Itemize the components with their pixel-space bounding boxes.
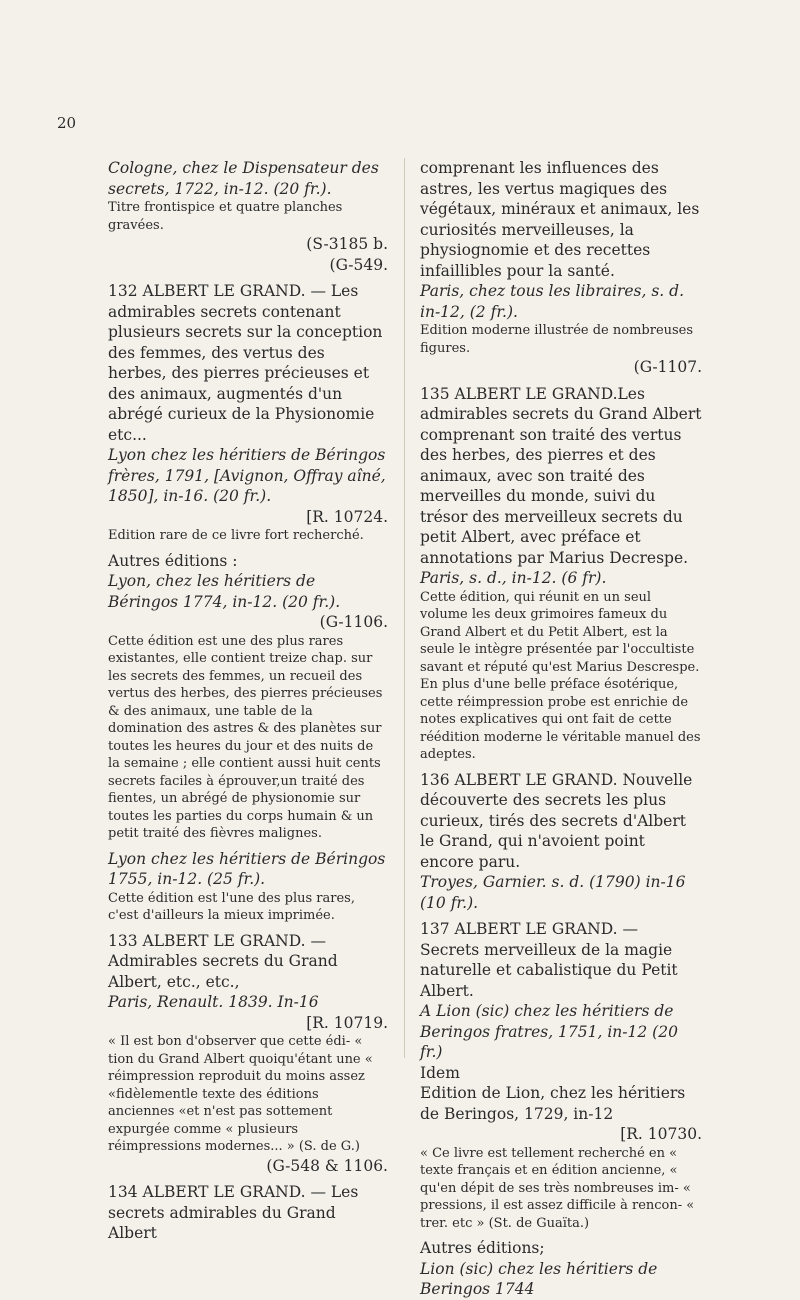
entry-132-note: Edition rare de ce livre fort recherché. xyxy=(108,528,364,543)
entry-132-edition-1774: Lyon, chez les héritiers de Béringos 1774, in-12. (20 fr.). xyxy=(108,572,341,611)
entry-132-other-editions: Autres éditions : xyxy=(108,551,238,570)
entry-137-edition-1744: Lion (sic) chez les héritiers de Beringos 1744 xyxy=(420,1259,658,1298)
entry-137-quote: « Ce livre est tellement recherché en « texte français et en édition ancienne, « qu'en dépit de ses très nombreuses im- « pressions, il est assez difficile à rencon- « trer. etc » (St. de Guaïta.) xyxy=(420,1145,695,1231)
entry-132-ref-1774: (G-1106. xyxy=(319,613,388,631)
entry-136-title: 136 ALBERT LE GRAND. Nouvelle découverte des secrets les plus curieux, tirés des secrets d'Albert le Grand, qui n'avoient point encore paru. xyxy=(420,770,693,871)
entry-132-edition-1755: Lyon chez les héritiers de Béringos 1755, in-12. (25 fr.). xyxy=(108,849,386,888)
entry-137-title: 137 ALBERT LE GRAND. — Secrets merveilleux de la magie naturelle et cabalistique du Petit Albert. xyxy=(420,920,678,1000)
entry-135-note: Cette édition, qui réunit en un seul volume les deux grimoires fameux du Grand Albert et du Petit Albert, est la seule le intègre présentée par l'occultiste savant et réputé qu'est Marius Descrespe. En plus d'une belle préface ésotérique, cette réimpression probe est enrichie de notes explicatives qui ont fait de cette réédition moderne le véritable manuel des adeptes. xyxy=(420,589,701,762)
entry-133-ref-g: (G-548 & 1106. xyxy=(266,1156,388,1175)
entry-131-ref-s: (S-3185 b. xyxy=(306,235,388,253)
entry-131-ref-g: (G-549. xyxy=(329,255,388,274)
page-number: 20 xyxy=(57,114,77,132)
entry-135-title: 135 ALBERT LE GRAND.Les admirables secrets du Grand Albert comprenant son traité des vertus des herbes, des pierres et des animaux, avec son traité des merveilles du monde, suivi du trésor des merveilleux secrets du petit Albert, avec préface et annotations par Marius Decrespe. xyxy=(420,384,702,567)
entry-133-ref: [R. 10719. xyxy=(306,1013,388,1032)
entry-134-continued: comprenant les influences des astres, les vertus magiques des végétaux, minéraux et animaux, les curiosités merveilleuses, la physiognomie et des recettes infaillibles pour la santé. xyxy=(420,159,700,280)
left-column xyxy=(108,158,388,1244)
entry-132-note-1755: Cette édition est l'une des plus rares, c'est d'ailleurs la mieux imprimée. xyxy=(108,890,355,923)
entry-137-edition: Edition de Lion, chez les héritiers de Beringos, 1729, in-12 xyxy=(420,1084,686,1123)
entry-132-imprint: Lyon chez les héritiers de Béringos frères, 1791, [Avignon, Offray aîné, 1850], in-16. (20 fr.). xyxy=(108,446,386,505)
entry-133-quote: « Il est bon d'observer que cette édi- « tion du Grand Albert quoiqu'étant une « réimpression reproduit du moins assez «fidèlementle texte des éditions anciennes «et n'est pas sottement expurgée comme « plusieurs réimpressions modernes... » (S. de G.) xyxy=(108,1034,373,1154)
entry-134-imprint: Paris, chez tous les libraires, s. d. in-12, (2 fr.). xyxy=(420,282,685,321)
entry-132-title: 132 ALBERT LE GRAND. — Les admirables secrets contenant plusieurs secrets sur la conception des femmes, des vertus des herbes, des pierres précieuses et des animaux, augmentés d'un abrégé curieux de la Physionomie etc... xyxy=(108,282,383,444)
entry-132-note-1774: Cette édition est une des plus rares existantes, elle contient treize chap. sur les secrets des femmes, un recueil des vertus des herbes, des pierres précieuses & des animaux, une table de la domination des astres & des planètes sur toutes les heures du jour et des nuits de la semaine ; elle contient aussi huit cents secrets faciles à éprouver,un traité des fientes, un abrégé de physionomie sur toutes les parties du corps humain & un petit traité des fièvres malignes. xyxy=(108,633,383,841)
right-column xyxy=(420,158,702,1300)
entry-134-title: 134 ALBERT LE GRAND. — Les secrets admirables du Grand Albert xyxy=(108,1183,359,1242)
entry-137-other-editions: Autres éditions; xyxy=(420,1239,545,1257)
entry-131-note: Titre frontispice et quatre planches gravées. xyxy=(108,200,343,233)
entry-135-imprint: Paris, s. d., in-12. (6 fr). xyxy=(420,569,607,587)
entry-136-imprint: Troyes, Garnier. s. d. (1790) in-16 (10 fr.). xyxy=(420,873,686,912)
entry-131-imprint: Cologne, chez le Dispensateur des secrets, 1722, in-12. (20 fr.). xyxy=(108,159,379,198)
entry-137-imprint: A Lion (sic) chez les héritiers de Beringos fratres, 1751, in-12 (20 fr.) xyxy=(420,1002,678,1061)
entry-134-note: Edition moderne illustrée de nombreuses figures. xyxy=(420,323,694,356)
column-divider xyxy=(404,158,405,1058)
entry-137-ref: [R. 10730. xyxy=(620,1125,702,1143)
entry-132-ref: [R. 10724. xyxy=(306,507,388,526)
entry-133-title: 133 ALBERT LE GRAND. — Admirables secrets du Grand Albert, etc., etc., xyxy=(108,931,338,991)
entry-133-imprint: Paris, Renault. 1839. In-16 xyxy=(108,993,319,1011)
entry-134-ref: (G-1107. xyxy=(633,358,702,376)
entry-137-idem: Idem xyxy=(420,1063,460,1082)
